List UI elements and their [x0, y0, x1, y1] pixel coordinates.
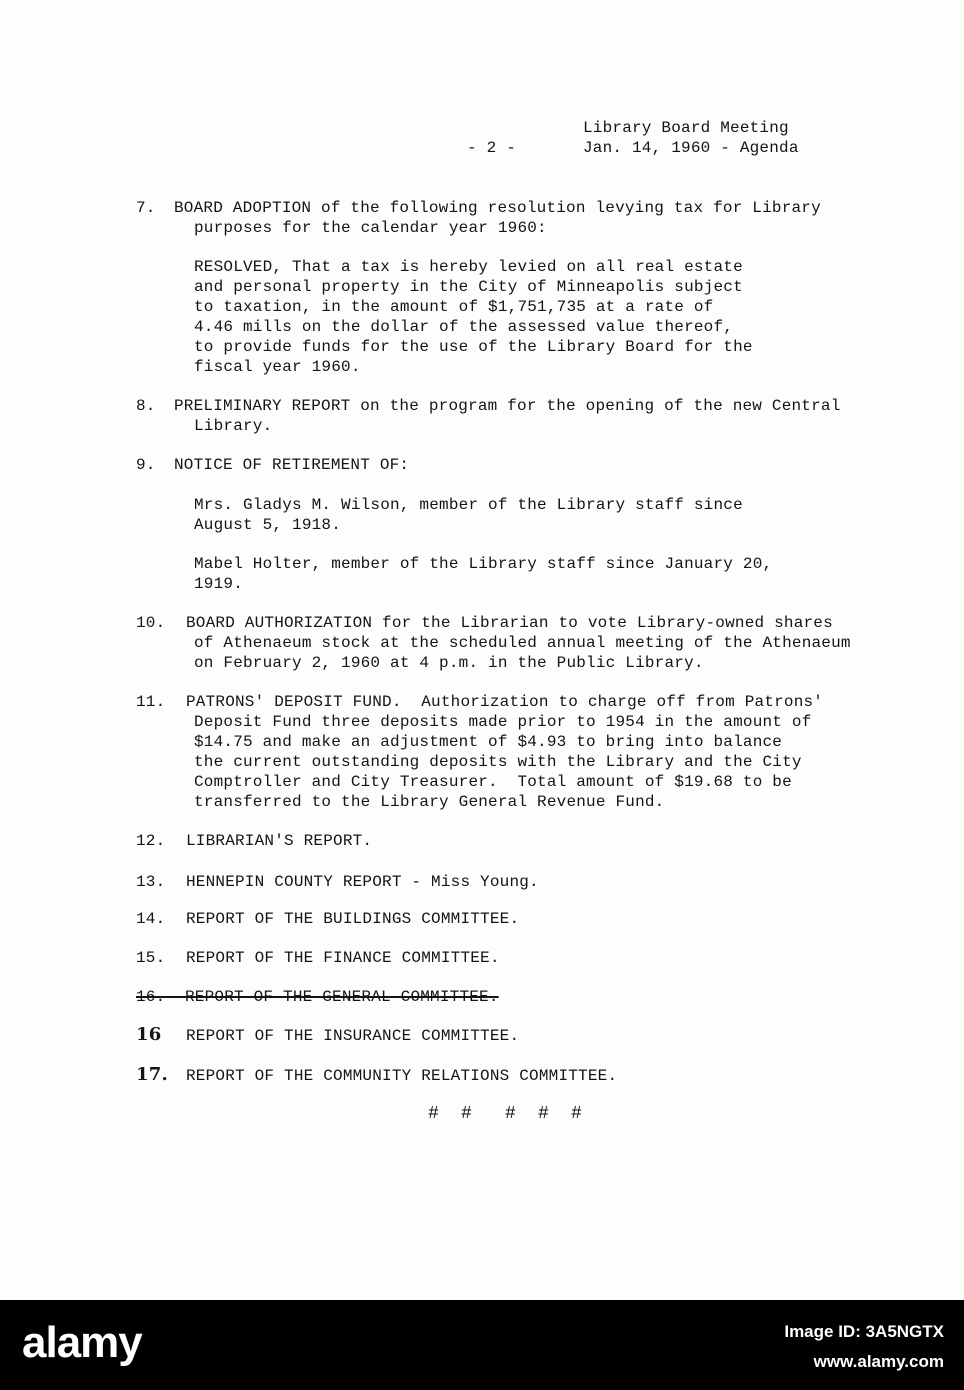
- resolution-line: RESOLVED, That a tax is hereby levied on all real estate: [194, 258, 743, 276]
- page-number: - 2 -: [467, 139, 517, 157]
- retiree-text: August 5, 1918.: [194, 516, 342, 534]
- item-text: Comptroller and City Treasurer. Total amount of $19.68 to be: [194, 773, 792, 791]
- end-mark: # # # # #: [428, 1104, 583, 1124]
- item-number: 15.: [136, 949, 166, 967]
- resolution-line: to provide funds for the use of the Library Board for the: [194, 338, 753, 356]
- item-text: Deposit Fund three deposits made prior to 1954 in the amount of: [194, 713, 812, 731]
- item-number: 12.: [136, 832, 166, 850]
- item-text: REPORT OF THE INSURANCE COMMITTEE.: [186, 1027, 520, 1045]
- image-id: Image ID: 3A5NGTX: [784, 1322, 944, 1341]
- item-number-handwritten: 16: [136, 1024, 162, 1045]
- item-text: purposes for the calendar year 1960:: [194, 219, 547, 237]
- item-text: NOTICE OF RETIREMENT OF:: [174, 456, 410, 474]
- item-text: PRELIMINARY REPORT on the program for the opening of the new Central: [174, 397, 841, 415]
- retiree-text: Mabel Holter, member of the Library staff since January 20,: [194, 555, 773, 573]
- resolution-line: and personal property in the City of Minneapolis subject: [194, 278, 743, 296]
- retiree-text: Mrs. Gladys M. Wilson, member of the Library staff since: [194, 496, 743, 514]
- item-number: 11.: [136, 693, 166, 711]
- retiree-text: 1919.: [194, 575, 244, 593]
- item-text: REPORT OF THE COMMUNITY RELATIONS COMMITTEE.: [186, 1067, 618, 1085]
- item-text: on February 2, 1960 at 4 p.m. in the Public Library.: [194, 654, 704, 672]
- item-number-handwritten: 17.: [136, 1064, 168, 1085]
- item-text: BOARD ADOPTION of the following resolution levying tax for Library: [174, 199, 821, 217]
- item-number: 9.: [136, 456, 156, 474]
- item-number: 13.: [136, 873, 166, 891]
- resolution-line: 4.46 mills on the dollar of the assessed value thereof,: [194, 318, 734, 336]
- site-url: www.alamy.com: [813, 1352, 944, 1371]
- item-number: 10.: [136, 614, 166, 632]
- item-text: $14.75 and make an adjustment of $4.93 to bring into balance: [194, 733, 783, 751]
- item-text: of Athenaeum stock at the scheduled annual meeting of the Athenaeum: [194, 634, 851, 652]
- item-number: 14.: [136, 910, 166, 928]
- item-text: Library.: [194, 417, 273, 435]
- item-number: 7.: [136, 199, 156, 217]
- resolution-line: fiscal year 1960.: [194, 358, 361, 376]
- item-text: transferred to the Library General Revenue Fund.: [194, 793, 665, 811]
- header-title: Library Board Meeting: [583, 119, 789, 137]
- header-date: Jan. 14, 1960 - Agenda: [583, 139, 799, 157]
- watermark-footer: [0, 1300, 964, 1390]
- item-number: 8.: [136, 397, 156, 415]
- item-text: REPORT OF THE BUILDINGS COMMITTEE.: [186, 910, 520, 928]
- item-text: the current outstanding deposits with the Library and the City: [194, 753, 802, 771]
- item-text: REPORT OF THE FINANCE COMMITTEE.: [186, 949, 500, 967]
- resolution-line: to taxation, in the amount of $1,751,735 at a rate of: [194, 298, 714, 316]
- item-text: PATRONS' DEPOSIT FUND. Authorization to charge off from Patrons': [186, 693, 824, 711]
- struck-item: 16. REPORT OF THE GENERAL COMMITTEE.: [136, 988, 499, 1006]
- item-text: LIBRARIAN'S REPORT.: [186, 832, 373, 850]
- alamy-logo: alamy: [22, 1318, 142, 1367]
- item-text: BOARD AUTHORIZATION for the Librarian to vote Library-owned shares: [186, 614, 833, 632]
- item-text: HENNEPIN COUNTY REPORT - Miss Young.: [186, 873, 539, 891]
